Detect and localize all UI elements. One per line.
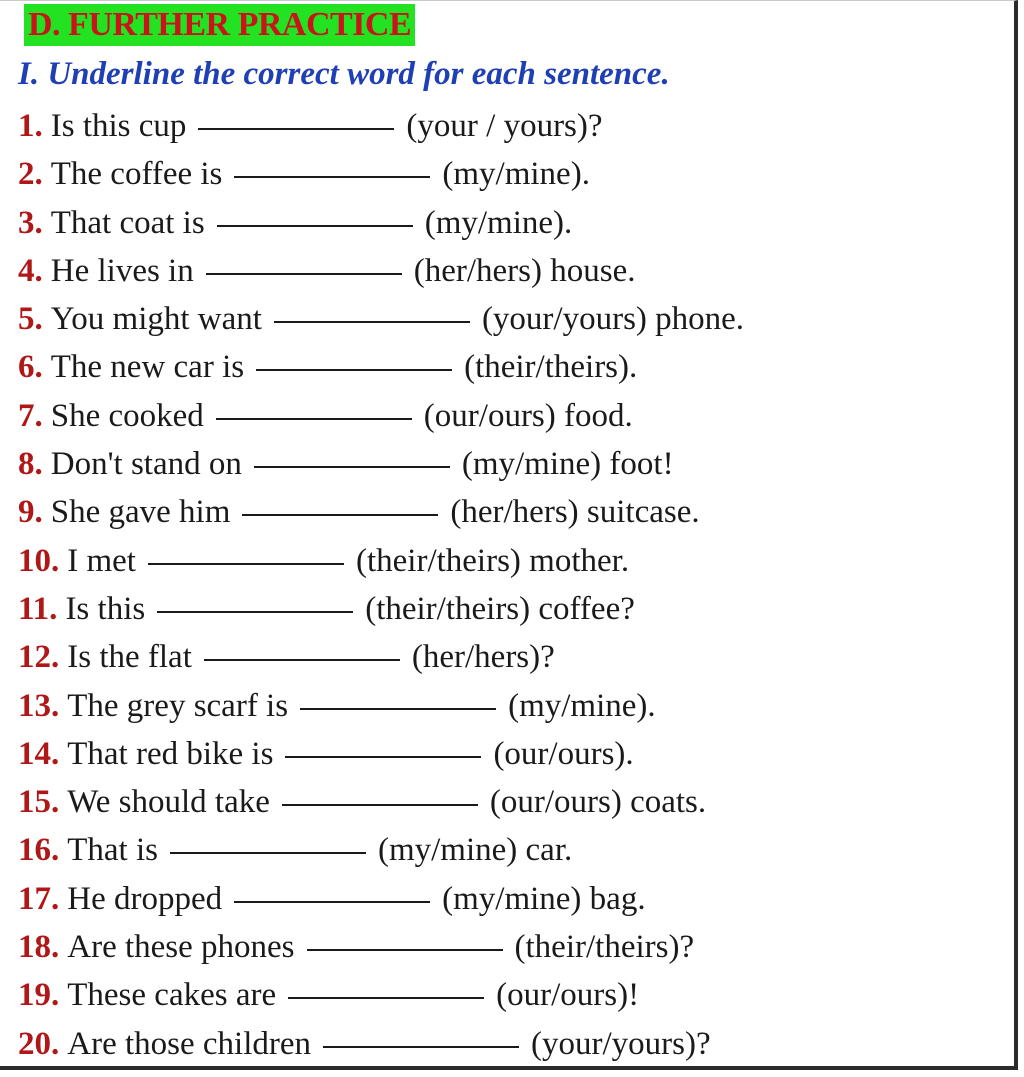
item-options: (their/theirs) coffee? bbox=[365, 590, 635, 627]
item-options: (my/mine) foot! bbox=[461, 446, 674, 483]
exercise-item-8 bbox=[18, 440, 744, 488]
item-number: 1. bbox=[18, 108, 43, 144]
item-options: (their/theirs) mother. bbox=[355, 542, 630, 579]
answer-blank[interactable] bbox=[204, 658, 400, 661]
item-options: (my/mine). bbox=[442, 156, 590, 193]
item-number: 5. bbox=[18, 301, 43, 338]
exercise-item-6 bbox=[18, 343, 744, 391]
item-options: (their/theirs). bbox=[464, 349, 638, 386]
item-options: (your/yours) phone. bbox=[481, 301, 745, 338]
item-sentence: The grey scarf is bbox=[67, 687, 289, 724]
exercise-item-15 bbox=[18, 778, 744, 826]
exercise-item-20 bbox=[18, 1020, 744, 1068]
exercise-item-7 bbox=[18, 392, 744, 440]
item-number: 2. bbox=[18, 156, 43, 193]
exercise-list bbox=[18, 102, 744, 1068]
item-options: (our/ours) coats. bbox=[489, 784, 707, 821]
item-number: 14. bbox=[18, 735, 60, 772]
item-number: 16. bbox=[18, 832, 60, 869]
item-number: 4. bbox=[18, 252, 43, 289]
exercise-item-2 bbox=[18, 150, 744, 198]
exercise-item-14 bbox=[18, 730, 744, 778]
answer-blank[interactable] bbox=[198, 127, 394, 130]
item-options: (her/hers)? bbox=[411, 639, 555, 676]
answer-blank[interactable] bbox=[170, 851, 366, 854]
exercise-instruction: I. Underline the correct word for each sentence. bbox=[18, 56, 670, 92]
item-options: (her/hers) house. bbox=[413, 252, 636, 289]
answer-blank[interactable] bbox=[323, 1045, 519, 1048]
exercise-item-5 bbox=[18, 295, 744, 343]
answer-blank[interactable] bbox=[282, 803, 478, 806]
item-sentence: She gave him bbox=[50, 494, 231, 531]
answer-blank[interactable] bbox=[274, 320, 470, 323]
item-sentence: You might want bbox=[50, 301, 262, 338]
item-sentence: I met bbox=[67, 542, 136, 579]
item-sentence: He dropped bbox=[67, 880, 223, 917]
answer-blank[interactable] bbox=[300, 707, 496, 710]
item-options: (your / yours)? bbox=[406, 108, 603, 144]
item-options: (your/yours)? bbox=[531, 1025, 711, 1062]
answer-blank[interactable] bbox=[307, 948, 503, 951]
exercise-item-18 bbox=[18, 923, 744, 971]
item-options: (her/hers) suitcase. bbox=[450, 494, 700, 531]
item-number: 8. bbox=[18, 446, 43, 483]
answer-blank[interactable] bbox=[157, 610, 353, 613]
answer-blank[interactable] bbox=[217, 224, 413, 227]
item-number: 7. bbox=[18, 397, 43, 434]
exercise-item-19 bbox=[18, 971, 744, 1019]
item-number: 11. bbox=[18, 590, 58, 627]
item-options: (our/ours) food. bbox=[423, 397, 633, 434]
answer-blank[interactable] bbox=[216, 417, 412, 420]
item-sentence: Don't stand on bbox=[50, 446, 242, 483]
item-number: 9. bbox=[18, 494, 43, 531]
item-sentence: Is this cup bbox=[50, 108, 187, 144]
item-options: (my/mine). bbox=[424, 204, 573, 241]
item-sentence: Are those children bbox=[67, 1025, 311, 1062]
item-sentence: Is this bbox=[65, 590, 146, 627]
item-number: 12. bbox=[18, 639, 60, 676]
item-number: 19. bbox=[18, 977, 60, 1014]
answer-blank[interactable] bbox=[242, 513, 438, 516]
exercise-item-3 bbox=[18, 199, 744, 247]
item-sentence: That red bike is bbox=[67, 735, 274, 772]
item-options: (my/mine). bbox=[508, 687, 656, 724]
item-number: 13. bbox=[18, 687, 60, 724]
item-number: 3. bbox=[18, 204, 43, 241]
item-options: (our/ours). bbox=[493, 735, 634, 772]
item-options: (my/mine) bag. bbox=[442, 880, 646, 917]
item-number: 10. bbox=[18, 542, 60, 579]
item-options: (our/ours)! bbox=[496, 977, 640, 1014]
exercise-item-11 bbox=[18, 585, 744, 633]
exercise-item-12 bbox=[18, 633, 744, 681]
exercise-item-17 bbox=[18, 875, 744, 923]
exercise-item-10 bbox=[18, 537, 744, 585]
answer-blank[interactable] bbox=[285, 755, 481, 758]
item-number: 15. bbox=[18, 784, 60, 821]
exercise-item-1 bbox=[18, 102, 744, 150]
answer-blank[interactable] bbox=[288, 996, 484, 999]
item-sentence: He lives in bbox=[50, 252, 194, 289]
answer-blank[interactable] bbox=[234, 900, 430, 903]
answer-blank[interactable] bbox=[254, 465, 450, 468]
section-title: D. FURTHER PRACTICE bbox=[24, 4, 415, 46]
exercise-item-13 bbox=[18, 682, 744, 730]
answer-blank[interactable] bbox=[206, 272, 402, 275]
answer-blank[interactable] bbox=[148, 562, 344, 565]
item-sentence: She cooked bbox=[50, 397, 204, 434]
item-sentence: We should take bbox=[67, 784, 270, 821]
answer-blank[interactable] bbox=[256, 368, 452, 371]
item-number: 6. bbox=[18, 349, 43, 386]
exercise-item-9 bbox=[18, 488, 744, 536]
item-number: 17. bbox=[18, 880, 60, 917]
item-sentence: The new car is bbox=[50, 349, 245, 386]
item-sentence: These cakes are bbox=[67, 977, 277, 1014]
item-sentence: That coat is bbox=[50, 204, 205, 241]
item-sentence: Is the flat bbox=[67, 639, 192, 676]
item-sentence: The coffee is bbox=[50, 156, 223, 193]
item-number: 18. bbox=[18, 929, 60, 966]
exercise-item-16 bbox=[18, 826, 744, 874]
exercise-item-4 bbox=[18, 247, 744, 295]
item-sentence: Are these phones bbox=[67, 929, 295, 966]
answer-blank[interactable] bbox=[234, 175, 430, 178]
item-number: 20. bbox=[18, 1025, 60, 1062]
item-options: (their/theirs)? bbox=[514, 929, 695, 966]
item-sentence: That is bbox=[67, 832, 158, 869]
item-options: (my/mine) car. bbox=[377, 832, 573, 869]
